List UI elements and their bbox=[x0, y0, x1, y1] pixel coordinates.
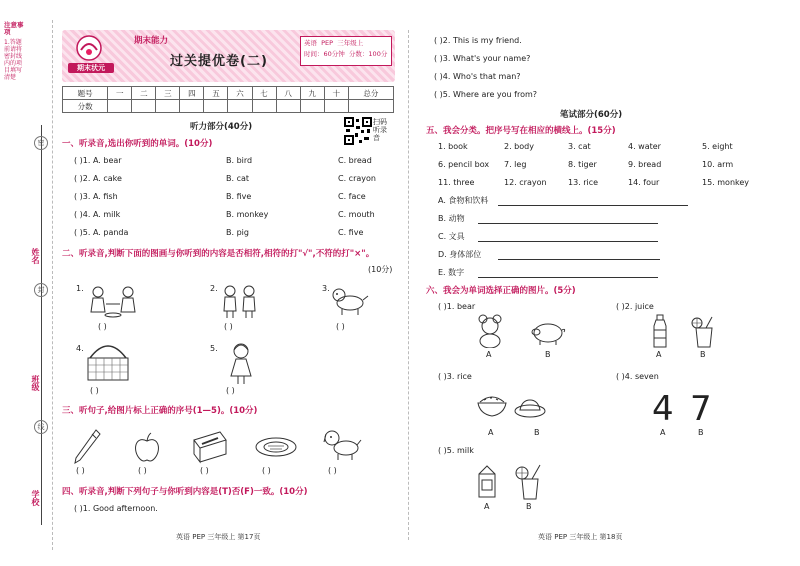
page-title: 过关提优卷(二) bbox=[170, 54, 268, 69]
q1-option-c: C. mouth bbox=[338, 210, 375, 219]
q6-2-a[interactable]: A bbox=[656, 350, 662, 359]
q2-paren-4[interactable]: ( ) bbox=[90, 386, 99, 395]
class-label: 班级 bbox=[31, 375, 40, 391]
q6-item-4: ( )4. seven bbox=[616, 372, 659, 381]
school-label: 学校 bbox=[31, 490, 40, 506]
score-input-cell[interactable] bbox=[228, 100, 252, 113]
bear-icon bbox=[476, 314, 504, 348]
q6-title: 六、我会为单词选择正确的图片。(5分) bbox=[426, 286, 576, 296]
girl-icon bbox=[226, 342, 256, 386]
score-cell: 六 bbox=[228, 87, 252, 100]
score-input-cell[interactable] bbox=[252, 100, 276, 113]
footer-right: 英语 PEP 三年级上 第18页 bbox=[538, 533, 623, 541]
score-input-cell[interactable] bbox=[132, 100, 156, 113]
milk-carton-icon bbox=[476, 464, 498, 498]
footer-left: 英语 PEP 三年级上 第17页 bbox=[176, 533, 261, 541]
answer-line-d[interactable] bbox=[498, 259, 660, 260]
word: 3. cat bbox=[568, 142, 591, 151]
q1-option-c: C. face bbox=[338, 192, 366, 201]
score-cell: 二 bbox=[132, 87, 156, 100]
exam-info bbox=[300, 36, 392, 66]
puppy-icon bbox=[322, 428, 362, 462]
q2-num-3: 3. bbox=[322, 284, 330, 293]
q2-num-4: 4. bbox=[76, 344, 84, 353]
score-table-header-row bbox=[63, 87, 394, 100]
children-greeting-icon bbox=[84, 286, 144, 318]
score-table bbox=[62, 86, 394, 113]
qr-code-icon[interactable] bbox=[344, 117, 372, 145]
category-a: A. 食物和饮料 bbox=[438, 196, 489, 205]
q2-num-1: 1. bbox=[76, 284, 84, 293]
q5-title: 五、我会分类。把序号写在相应的横线上。(15分) bbox=[426, 126, 616, 136]
q1-item-1: ( )1. A. bear bbox=[74, 156, 122, 165]
rice-bowl-icon bbox=[476, 394, 508, 418]
q6-item-5: ( )5. milk bbox=[438, 446, 474, 455]
q6-5-a[interactable]: A bbox=[484, 502, 490, 511]
word: 13. rice bbox=[568, 178, 599, 187]
edition: PEP bbox=[321, 39, 334, 47]
q6-item-1: ( )1. bear bbox=[438, 302, 476, 311]
q1-option-b: B. bird bbox=[226, 156, 253, 165]
q2-paren-2[interactable]: ( ) bbox=[224, 322, 233, 331]
q2-title: 二、听录音,判断下面的图画与你听到的内容是否相符,相符的打"√",不符的打"×"。 bbox=[62, 249, 375, 259]
score-cell: 一 bbox=[108, 87, 132, 100]
score-cell: 七 bbox=[252, 87, 276, 100]
answer-line-b[interactable] bbox=[478, 223, 658, 224]
writing-title: 笔试部分(60分) bbox=[560, 110, 623, 120]
full-score: 分数：100分 bbox=[348, 50, 388, 58]
q6-2-b[interactable]: B bbox=[700, 350, 706, 359]
dog-icon bbox=[330, 286, 370, 316]
q3-paren-5[interactable]: ( ) bbox=[328, 466, 337, 475]
score-input-cell[interactable] bbox=[348, 100, 393, 113]
q2-paren-5[interactable]: ( ) bbox=[226, 386, 235, 395]
word: 6. pencil box bbox=[438, 160, 490, 169]
grade: 三年级上 bbox=[337, 39, 364, 47]
q3-paren-2[interactable]: ( ) bbox=[138, 466, 147, 475]
q1-title: 一、听录音,选出你听到的单词。(10分) bbox=[62, 139, 213, 149]
pig-icon bbox=[530, 320, 566, 346]
word: 12. crayon bbox=[504, 178, 547, 187]
subject: 英语 bbox=[304, 39, 317, 47]
score-cell: 题号 bbox=[63, 87, 108, 100]
qr-caption: 扫码听录音 bbox=[373, 118, 387, 142]
q6-1-b[interactable]: B bbox=[545, 350, 551, 359]
brand-logo-icon bbox=[68, 34, 110, 64]
score-cell: 九 bbox=[300, 87, 324, 100]
q3-paren-4[interactable]: ( ) bbox=[262, 466, 271, 475]
word: 11. three bbox=[438, 178, 475, 187]
notes bbox=[4, 22, 24, 81]
margin-rule bbox=[41, 125, 42, 525]
score-input-cell[interactable] bbox=[300, 100, 324, 113]
answer-line-e[interactable] bbox=[478, 277, 658, 278]
digit-four: 4 bbox=[652, 389, 674, 429]
q1-option-c: C. crayon bbox=[338, 174, 376, 183]
answer-line-a[interactable] bbox=[498, 205, 688, 206]
q4-item-2: ( )2. This is my friend. bbox=[434, 36, 522, 45]
score-cell: 五 bbox=[204, 87, 228, 100]
q1-option-c: C. bread bbox=[338, 156, 372, 165]
fruit-basket-icon bbox=[84, 340, 132, 384]
word: 4. water bbox=[628, 142, 661, 151]
word: 5. eight bbox=[702, 142, 733, 151]
q1-option-b: B. monkey bbox=[226, 210, 269, 219]
answer-line-c[interactable] bbox=[478, 241, 658, 242]
q1-item-4: ( )4. A. milk bbox=[74, 210, 121, 219]
q1-option-b: B. five bbox=[226, 192, 252, 201]
word: 14. four bbox=[628, 178, 660, 187]
score-input-cell[interactable] bbox=[180, 100, 204, 113]
word: 9. bread bbox=[628, 160, 662, 169]
brand-logo-text: 期末状元 bbox=[68, 63, 114, 73]
plate-icon bbox=[254, 436, 298, 458]
q1-option-b: B. pig bbox=[226, 228, 249, 237]
word: 1. book bbox=[438, 142, 468, 151]
juice-bottle-icon bbox=[652, 314, 668, 348]
two-children-icon bbox=[218, 284, 262, 320]
seal-circle-3: 线 bbox=[34, 420, 48, 434]
bread-plate-icon bbox=[514, 396, 546, 418]
score-input-cell[interactable] bbox=[324, 100, 348, 113]
q6-3-b[interactable]: B bbox=[534, 428, 540, 437]
score-cell: 四 bbox=[180, 87, 204, 100]
word: 7. leg bbox=[504, 160, 527, 169]
q2-num-5: 5. bbox=[210, 344, 218, 353]
listening-title: 听力部分(40分) bbox=[190, 122, 253, 132]
q3-paren-3[interactable]: ( ) bbox=[200, 466, 209, 475]
notes-title: 注意事项 bbox=[4, 21, 24, 36]
q6-4-b[interactable]: B bbox=[698, 428, 704, 437]
score-input-cell[interactable] bbox=[276, 100, 300, 113]
name-label: 姓名 bbox=[31, 248, 40, 264]
category-e: E. 数字 bbox=[438, 268, 465, 277]
q1-item-3: ( )3. A. fish bbox=[74, 192, 118, 201]
q1-item-2: ( )2. A. cake bbox=[74, 174, 122, 183]
q4-item-5: ( )5. Where are you from? bbox=[434, 90, 538, 99]
score-cell: 总分 bbox=[348, 87, 393, 100]
category-c: C. 文具 bbox=[438, 232, 465, 241]
q6-item-3: ( )3. rice bbox=[438, 372, 472, 381]
score-cell: 八 bbox=[276, 87, 300, 100]
word: 10. arm bbox=[702, 160, 734, 169]
digit-seven: 7 bbox=[690, 389, 712, 429]
pencil-box-icon bbox=[190, 428, 230, 466]
cut-line bbox=[52, 20, 53, 550]
page-divider bbox=[408, 30, 409, 540]
category-b: B. 动物 bbox=[438, 214, 465, 223]
apple-icon bbox=[132, 432, 162, 464]
word: 15. monkey bbox=[702, 178, 750, 187]
score-input-cell[interactable] bbox=[108, 100, 132, 113]
category-d: D. 身体部位 bbox=[438, 250, 482, 259]
q6-1-a[interactable]: A bbox=[486, 350, 492, 359]
q6-item-2: ( )2. juice bbox=[616, 302, 654, 311]
seal-circle-1: 密 bbox=[34, 136, 48, 150]
q1-item-5: ( )5. A. panda bbox=[74, 228, 129, 237]
q6-3-a[interactable]: A bbox=[488, 428, 494, 437]
header-tag: 期末能力 bbox=[134, 36, 169, 46]
q4-item-1: ( )1. Good afternoon. bbox=[74, 504, 158, 513]
q2-num-2: 2. bbox=[210, 284, 218, 293]
q4-item-3: ( )3. What's your name? bbox=[434, 54, 531, 63]
q4-item-4: ( )4. Who's that man? bbox=[434, 72, 521, 81]
q3-paren-1[interactable]: ( ) bbox=[76, 466, 85, 475]
q3-title: 三、听句子,给图片标上正确的序号(1—5)。(10分) bbox=[62, 406, 258, 416]
q2-points: (10分) bbox=[368, 265, 393, 274]
binding-margin bbox=[0, 0, 60, 566]
q4-title: 四、听录音,判断下列句子与你听到内容是(T)否(F)一致。(10分) bbox=[62, 487, 308, 497]
q1-option-c: C. five bbox=[338, 228, 364, 237]
q2-paren-3[interactable]: ( ) bbox=[336, 322, 345, 331]
score-cell: 三 bbox=[156, 87, 180, 100]
q6-5-b[interactable]: B bbox=[526, 502, 532, 511]
score-table-score-row bbox=[63, 100, 394, 113]
score-input-cell[interactable] bbox=[156, 100, 180, 113]
time-limit: 时间：60分钟 bbox=[304, 50, 345, 58]
juice-glass-icon bbox=[690, 316, 718, 348]
score-cell: 十 bbox=[324, 87, 348, 100]
q6-4-a[interactable]: A bbox=[660, 428, 666, 437]
lemon-drink-icon bbox=[514, 464, 544, 500]
word: 8. tiger bbox=[568, 160, 597, 169]
seal-circle-2: 封 bbox=[34, 283, 48, 297]
q2-paren-1[interactable]: ( ) bbox=[98, 322, 107, 331]
word: 2. body bbox=[504, 142, 534, 151]
score-cell: 分数 bbox=[63, 100, 108, 113]
notes-text: 1.答题前请将密封线内的项目填写清楚 bbox=[4, 39, 23, 81]
score-input-cell[interactable] bbox=[204, 100, 228, 113]
q1-option-b: B. cat bbox=[226, 174, 250, 183]
pen-icon bbox=[72, 428, 102, 466]
